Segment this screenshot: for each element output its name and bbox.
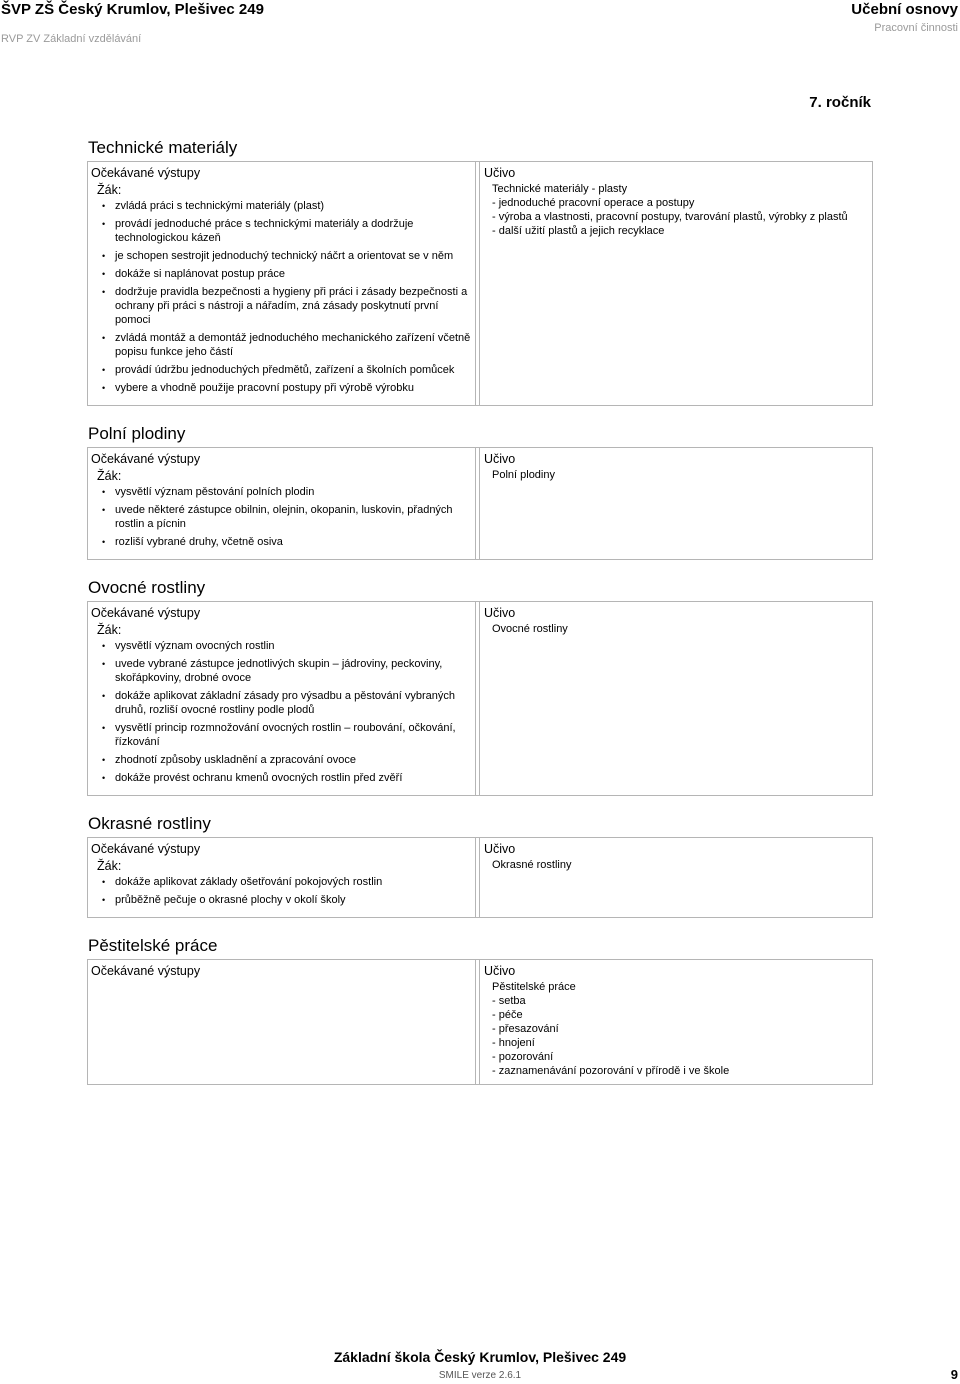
- curriculum-item: Pěstitelské práce: [492, 981, 576, 993]
- outcomes-list: [91, 875, 472, 907]
- document-subtitle: RVP ZV Základní vzdělávání: [1, 33, 142, 45]
- list-item: • vysvětlí princip rozmnožování ovocných rostlin – roubování, očkování, řízkování: [115, 721, 472, 749]
- section-table: [87, 959, 873, 1085]
- curriculum-column: [479, 448, 872, 559]
- curriculum-item: - přesazování: [492, 1023, 559, 1035]
- curriculum-heading: Učivo: [484, 606, 516, 620]
- page-footer: [0, 1349, 960, 1381]
- list-item: • dokáže aplikovat základní zásady pro výsadbu a pěstování vybraných druhů, rozliší ovocné rostliny podle plodů: [115, 689, 472, 717]
- list-item: • uvede některé zástupce obilnin, olejnin, okopanin, luskovin, přadných rostlin a pícnin: [115, 503, 472, 531]
- page-header-left: [1, 1, 264, 46]
- outcomes-list: [91, 485, 472, 549]
- syllabus-section: [87, 137, 873, 406]
- curriculum-item: Polní plodiny: [492, 469, 555, 481]
- curriculum-heading: Učivo: [484, 452, 516, 466]
- curriculum-heading: Učivo: [484, 842, 516, 856]
- page-number: 9: [950, 1367, 958, 1382]
- curriculum-item: - další užití plastů a jejich recyklace: [492, 225, 665, 237]
- section-table: [87, 601, 873, 796]
- curriculum-heading: Učivo: [484, 166, 516, 180]
- syllabus-content: [87, 137, 873, 1085]
- list-item: • vysvětlí význam ovocných rostlin: [115, 639, 472, 653]
- list-item: • zvládá montáž a demontáž jednoduchého mechanického zařízení včetně popisu funkce jeho částí: [115, 331, 472, 359]
- section-table: [87, 447, 873, 560]
- syllabus-section: [87, 813, 873, 918]
- document-title: ŠVP ZŠ Český Krumlov, Plešivec 249: [1, 1, 264, 18]
- footer-version: SMILE verze 2.6.1: [438, 1370, 522, 1381]
- list-item: • dodržuje pravidla bezpečnosti a hygieny při práci i zásady bezpečnosti a ochrany při práci s nástroji a nářadím, zná zásady poskytnutí první pomoci: [115, 285, 472, 327]
- pupil-label: Žák:: [97, 859, 122, 873]
- subject-name: Pracovní činnosti: [874, 22, 958, 34]
- pupil-label: Žák:: [97, 623, 122, 637]
- pupil-label: Žák:: [97, 469, 122, 483]
- list-item: • zvládá práci s technickými materiály (plast): [115, 199, 472, 213]
- curriculum-item: - hnojení: [492, 1037, 535, 1049]
- section-title: Ovocné rostliny: [88, 578, 206, 597]
- curriculum-item: - jednoduché pracovní operace a postupy: [492, 197, 695, 209]
- list-item: • je schopen sestrojit jednoduchý technický náčrt a orientovat se v něm: [115, 249, 472, 263]
- outcomes-column: [88, 960, 476, 1084]
- syllabus-section: [87, 935, 873, 1085]
- curriculum-item: Okrasné rostliny: [492, 859, 572, 871]
- outcomes-heading: Očekávané výstupy: [91, 606, 201, 620]
- list-item: • průběžně pečuje o okrasné plochy v okolí školy: [115, 893, 472, 907]
- list-item: • uvede vybrané zástupce jednotlivých skupin – jádroviny, peckoviny, skořápkoviny, drobné ovoce: [115, 657, 472, 685]
- curriculum-item: - setba: [492, 995, 526, 1007]
- list-item: • dokáže si naplánovat postup práce: [115, 267, 472, 281]
- section-title: Technické materiály: [88, 138, 238, 157]
- footer-school-name: Základní škola Český Krumlov, Plešivec 249: [333, 1349, 627, 1365]
- section-table: [87, 161, 873, 406]
- outcomes-column: [88, 448, 476, 559]
- curriculum-item: - péče: [492, 1009, 523, 1021]
- outcomes-heading: Očekávané výstupy: [91, 842, 201, 856]
- curriculum-list: [484, 858, 869, 872]
- outcomes-column: [88, 162, 476, 405]
- curriculum-item: Ovocné rostliny: [492, 623, 568, 635]
- list-item: • provádí údržbu jednoduchých předmětů, zařízení a školních pomůcek: [115, 363, 472, 377]
- curriculum-item: - pozorování: [492, 1051, 554, 1063]
- list-item: • vybere a vhodně použije pracovní postupy při výrobě výrobku: [115, 381, 472, 395]
- outcomes-column: [88, 602, 476, 795]
- curriculum-list: [484, 980, 869, 1078]
- syllabus-section: [87, 423, 873, 560]
- outcomes-list: [91, 199, 472, 395]
- chapter-title: Učební osnovy: [851, 1, 958, 18]
- section-table: [87, 837, 873, 918]
- pupil-label: Žák:: [97, 183, 122, 197]
- page-header-right: [851, 1, 958, 35]
- list-item: • dokáže aplikovat základy ošetřování pokojových rostlin: [115, 875, 472, 889]
- curriculum-list: [484, 182, 869, 238]
- curriculum-item: - zaznamenávání pozorování v přírodě i ve škole: [492, 1065, 730, 1077]
- list-item: • rozliší vybrané druhy, včetně osiva: [115, 535, 472, 549]
- curriculum-item: - výroba a vlastnosti, pracovní postupy, tvarování plastů, výrobky z plastů: [492, 211, 848, 223]
- list-item: • provádí jednoduché práce s technickými materiály a dodržuje technologickou kázeň: [115, 217, 472, 245]
- section-title: Pěstitelské práce: [88, 936, 218, 955]
- curriculum-column: [479, 960, 872, 1084]
- outcomes-heading: Očekávané výstupy: [91, 964, 201, 978]
- list-item: • dokáže provést ochranu kmenů ovocných rostlin před zvěří: [115, 771, 472, 785]
- curriculum-list: [484, 468, 869, 482]
- section-title: Okrasné rostliny: [88, 814, 211, 833]
- grade-label: 7. ročník: [809, 94, 871, 111]
- outcomes-heading: Očekávané výstupy: [91, 452, 201, 466]
- curriculum-heading: Učivo: [484, 964, 516, 978]
- curriculum-column: [479, 838, 872, 917]
- list-item: • zhodnotí způsoby uskladnění a zpracování ovoce: [115, 753, 472, 767]
- outcomes-heading: Očekávané výstupy: [91, 166, 201, 180]
- list-item: • vysvětlí význam pěstování polních plodin: [115, 485, 472, 499]
- curriculum-list: [484, 622, 869, 636]
- curriculum-column: [479, 162, 872, 405]
- curriculum-column: [479, 602, 872, 795]
- outcomes-list: [91, 639, 472, 785]
- syllabus-section: [87, 577, 873, 796]
- section-title: Polní plodiny: [88, 424, 186, 443]
- outcomes-column: [88, 838, 476, 917]
- curriculum-item: Technické materiály - plasty: [492, 183, 628, 195]
